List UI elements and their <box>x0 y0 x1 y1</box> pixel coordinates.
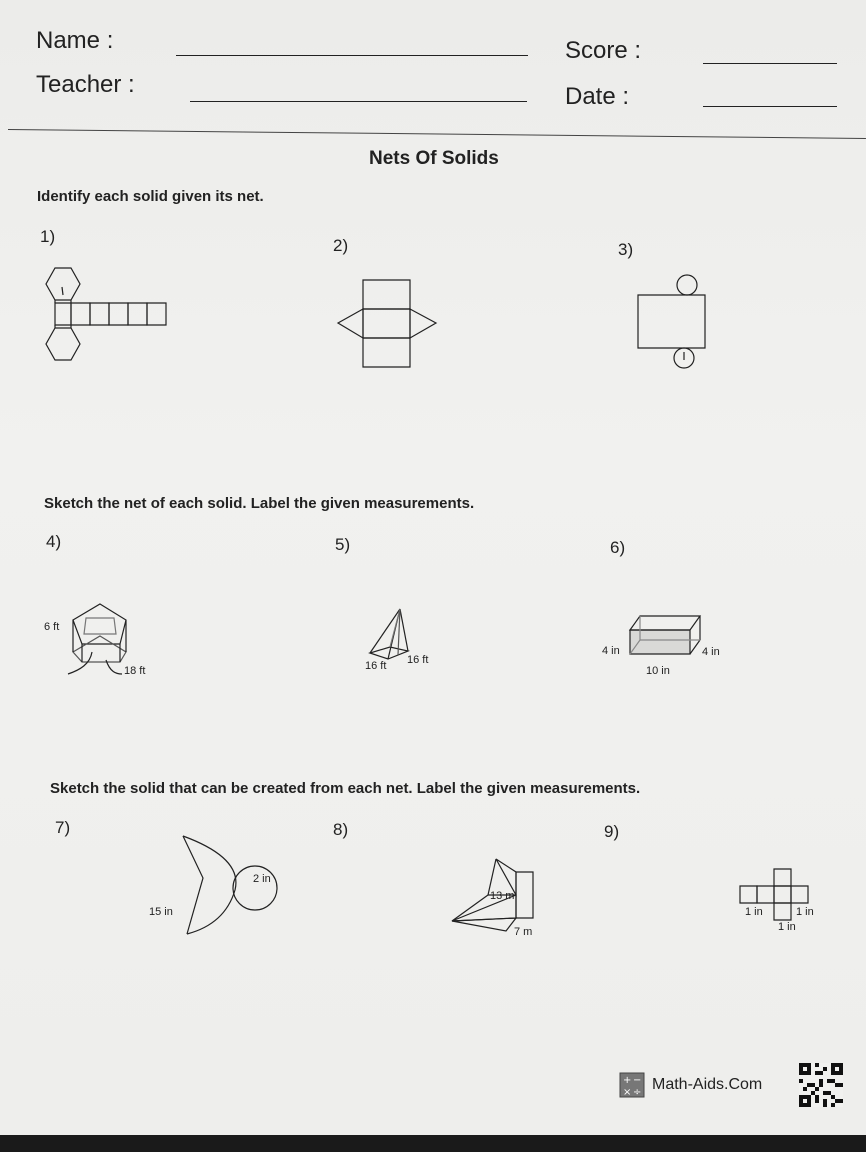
screen-bottom-edge <box>0 1135 866 1152</box>
problem-number: 4) <box>46 532 62 551</box>
measure-label: 16 ft <box>365 660 387 672</box>
cone-net <box>145 828 285 938</box>
name-label: Name : <box>36 27 114 54</box>
section1-instruction: Identify each solid given its net. <box>37 188 264 205</box>
measure-label: 1 in <box>745 906 763 918</box>
worksheet-title: Nets Of Solids <box>369 148 499 169</box>
measure-label: 10 in <box>646 665 670 677</box>
triangular-prism-net <box>336 278 440 368</box>
measure-label: 15 in <box>149 906 173 918</box>
square-pyramid-figure <box>360 605 450 675</box>
measure-label: 16 ft <box>407 654 429 666</box>
teacher-line[interactable] <box>190 101 527 102</box>
problem-number: 9) <box>604 822 620 841</box>
rectangular-prism-figure <box>598 610 738 680</box>
svg-text:+: + <box>623 1075 632 1086</box>
measure-label: 4 in <box>702 646 720 658</box>
triangular-pyramid-net <box>448 855 544 941</box>
measure-label: 2 in <box>253 873 271 885</box>
cube-net <box>732 864 822 934</box>
problem-number: 2) <box>333 236 349 255</box>
measure-label: 18 ft <box>124 665 146 677</box>
svg-text:÷: ÷ <box>633 1087 642 1098</box>
score-line[interactable] <box>703 63 837 64</box>
brand-text: Math-Aids.Com <box>652 1076 763 1093</box>
measure-label: 7 m <box>514 926 533 938</box>
problem-number: 6) <box>610 538 626 557</box>
problem-number: 5) <box>335 535 351 554</box>
measure-label: 1 in <box>796 906 814 918</box>
date-line[interactable] <box>703 106 837 107</box>
problem-number: 8) <box>333 820 349 839</box>
measure-label: 1 in <box>778 921 796 933</box>
section2-instruction: Sketch the net of each solid. Label the given measurements. <box>44 495 475 512</box>
qr-code-icon <box>799 1063 843 1107</box>
measure-label: 13 m <box>490 890 515 902</box>
problem-number: 7) <box>55 818 71 837</box>
problem-number: 3) <box>618 240 634 259</box>
cylinder-net <box>634 273 708 369</box>
svg-text:×: × <box>623 1087 632 1098</box>
svg-text:−: − <box>633 1075 642 1086</box>
measure-label: 4 in <box>602 645 620 657</box>
date-label: Date : <box>565 83 630 110</box>
calculator-icon <box>619 1072 645 1098</box>
measure-label: 6 ft <box>44 621 60 633</box>
section3-instruction: Sketch the solid that can be created from each net. Label the given measurements. <box>50 780 641 797</box>
hexagonal-prism-net <box>40 265 180 360</box>
score-label: Score : <box>565 37 642 64</box>
problem-number: 1) <box>40 227 56 246</box>
name-line[interactable] <box>176 55 528 56</box>
pentagonal-prism-figure <box>40 600 170 680</box>
teacher-label: Teacher : <box>36 71 135 98</box>
